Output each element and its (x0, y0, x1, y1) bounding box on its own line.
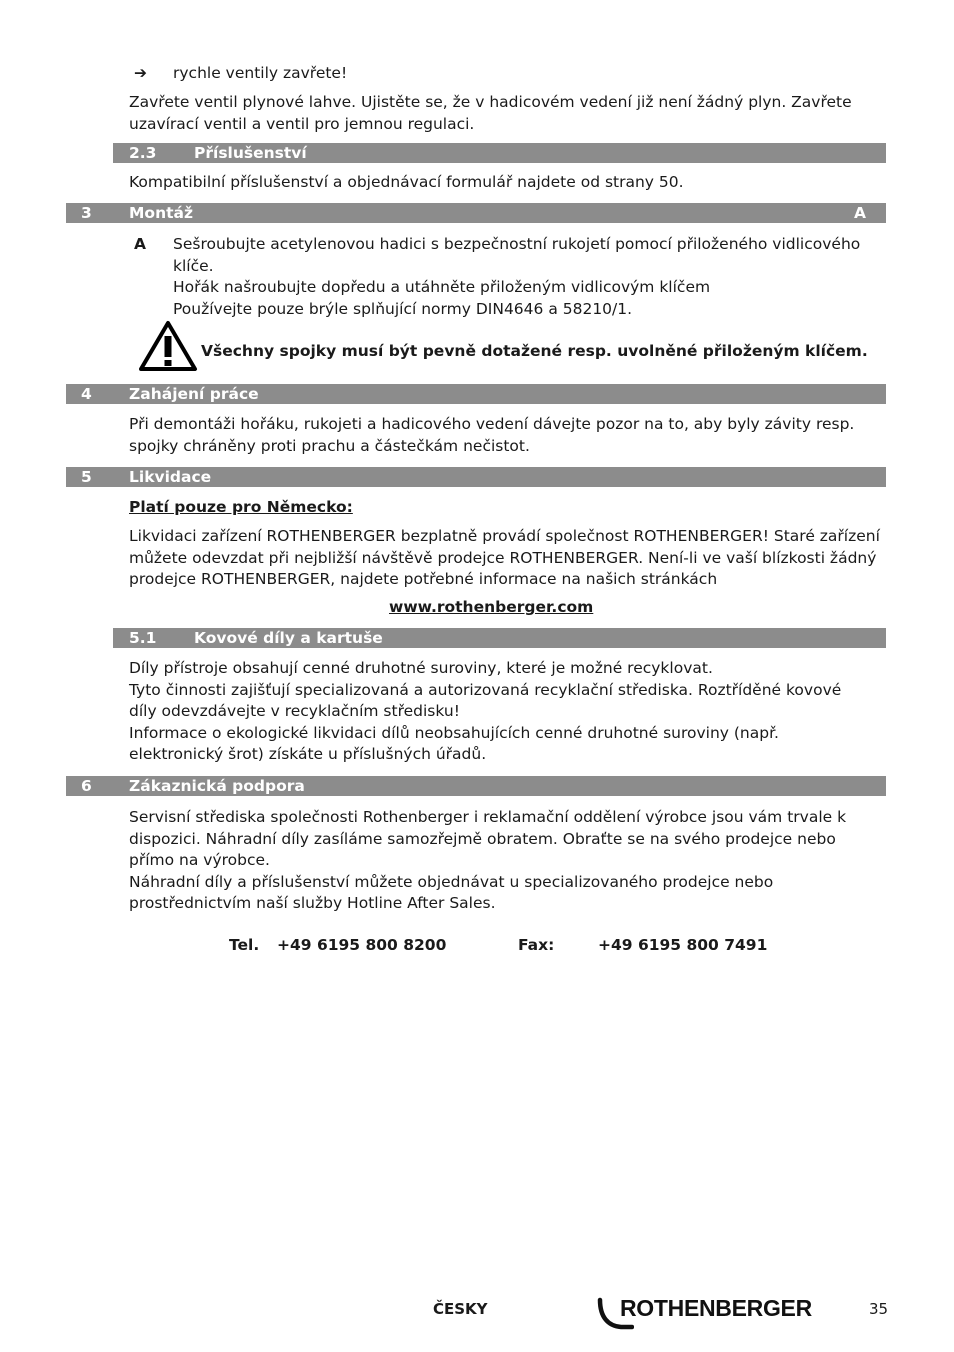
instruction-line: Používejte pouze brýle splňující normy DIN4646 a 58210/1. (173, 299, 633, 318)
section-number: 5.1 (129, 629, 157, 647)
instruction-line: Hořák našroubujte dopředu a utáhněte přiloženým vidlicovým klíčem (173, 278, 711, 296)
paragraph-line: Informace o ekologické likvidaci dílů neobsahujících cenné druhotné suroviny (např. (129, 723, 779, 742)
bullet-text: rychle ventily zavřete! (173, 64, 348, 82)
fax-number: +49 6195 800 7491 (598, 936, 768, 954)
paragraph-line: uzavírací ventil a ventil pro jemnou regulaci. (129, 114, 475, 133)
paragraph-line: přímo na výrobce. (129, 851, 270, 869)
paragraph-line: díly odevzdávejte v recyklačním středisku! (129, 702, 460, 720)
paragraph-line: Tyto činnosti zajišťují specializovaná a autorizovaná recyklační střediska. Roztříděné kovové (129, 680, 842, 699)
tel-number: +49 6195 800 8200 (277, 936, 447, 954)
footer-language: ČESKY (433, 1300, 488, 1318)
brand-wordmark: ROTHENBERGER (620, 1295, 812, 1321)
section-title: Kovové díly a kartuše (194, 629, 383, 647)
paragraph-line: Při demontáži hořáku, rukojeti a hadicového vedení dávejte pozor na to, aby byly závity resp. (129, 415, 855, 433)
section-heading-5 (66, 467, 886, 487)
section-title: Zákaznická podpora (129, 777, 305, 795)
section-heading-3 (66, 203, 886, 223)
warning-text: Všechny spojky musí být pevně dotažené resp. uvolněné přiloženým klíčem. (201, 342, 868, 360)
section-title: Montáž (129, 204, 193, 222)
paragraph-line: spojky chráněny proti prachu a částečkám nečistot. (129, 436, 530, 455)
paragraph-line: Servisní střediska společnosti Rothenberger i reklamační oddělení výrobce jsou vám trvale k (129, 808, 847, 826)
item-label: A (134, 235, 146, 253)
section-heading-2-3 (113, 143, 886, 163)
metal-parts-text (129, 658, 874, 766)
germany-only-subtitle: Platí pouze pro Německo: (129, 498, 353, 516)
start-work-text (129, 414, 874, 457)
section-number: 4 (81, 385, 92, 403)
section-title: Příslušenství (194, 144, 307, 162)
warning-triangle-icon (138, 320, 198, 372)
section-heading-4 (66, 384, 886, 404)
paragraph-line: Díly přístroje obsahují cenné druhotné suroviny, které je možné recyklovat. (129, 659, 713, 677)
instruction-line: klíče. (173, 256, 214, 275)
intro-paragraph (129, 92, 874, 135)
brand-logo (594, 1293, 836, 1333)
arrow-bullet-icon: ➔ (134, 64, 147, 82)
paragraph-line: prodejce ROTHENBERGER, najdete potřebné informace na našich stránkách (129, 570, 718, 588)
paragraph-line: elektronický šrot) získáte u příslušných úřadů. (129, 745, 487, 763)
paragraph-line: prostřednictvím naší služby Hotline After Sales. (129, 894, 496, 912)
fax-label: Fax: (518, 936, 555, 954)
section-number: 2.3 (129, 144, 157, 162)
section-heading-5-1 (113, 628, 886, 648)
paragraph-line: Náhradní díly a příslušenství můžete objednávat u specializovaného prodejce nebo (129, 872, 774, 891)
section-heading-6 (66, 776, 886, 796)
figure-reference: A (854, 204, 866, 222)
disposal-text (129, 526, 880, 591)
section-number: 6 (81, 777, 92, 795)
paragraph-line: Zavřete ventil plynové lahve. Ujistěte se, že v hadicovém vedení již není žádný plyn. Zavřete (129, 93, 852, 111)
section-number: 5 (81, 468, 92, 486)
section-number: 3 (81, 204, 92, 222)
instruction-line: Sešroubujte acetylenovou hadici s bezpečnostní rukojetí pomocí přiloženého vidlicového (173, 235, 861, 253)
section-title: Zahájení práce (129, 385, 259, 403)
customer-support-text (129, 807, 874, 915)
paragraph-line: můžete odevzdat při nejbližší návštěvě prodejce ROTHENBERGER. Není-li ve vaší blízkosti žádný (129, 548, 877, 567)
accessories-text: Kompatibilní příslušenství a objednávací formulář najdete od strany 50. (129, 173, 684, 191)
section-title: Likvidace (129, 468, 212, 486)
paragraph-line: Likvidaci zařízení ROTHENBERGER bezplatně provádí společnost ROTHENBERGER! Staré zařízení (129, 527, 880, 545)
website-link[interactable]: www.rothenberger.com (389, 598, 594, 616)
paragraph-line: dispozici. Náhradní díly zasíláme samozřejmě obratem. Obraťte se na svého prodejce nebo (129, 829, 836, 848)
assembly-instructions (173, 234, 873, 320)
tel-label: Tel. (229, 936, 260, 954)
page-number: 35 (869, 1300, 889, 1318)
